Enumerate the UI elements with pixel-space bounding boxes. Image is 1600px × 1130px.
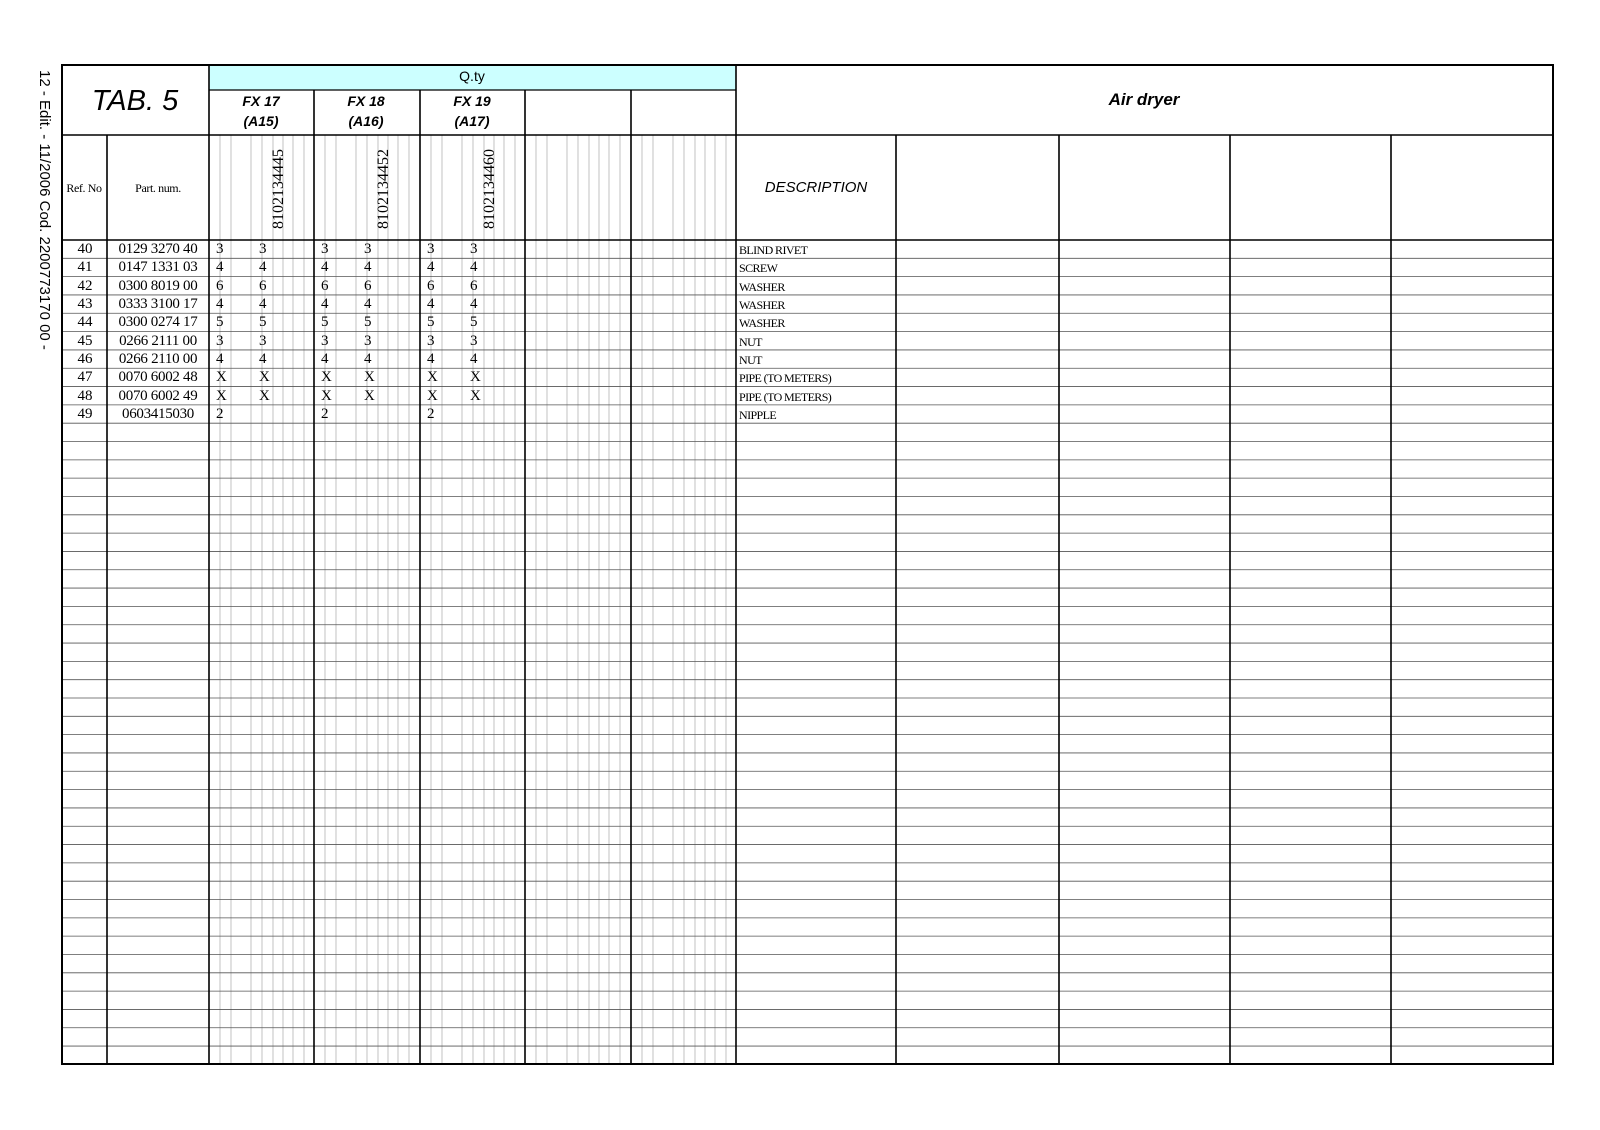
part-description: BLIND RIVET xyxy=(739,243,808,257)
part-number: 0300 8019 00 xyxy=(118,277,198,294)
part-description: WASHER xyxy=(739,316,785,331)
part-description: WASHER xyxy=(739,297,785,312)
quantity-value: 3 xyxy=(427,241,435,257)
quantity-value: 5 xyxy=(216,314,224,331)
quantity-value: 3 xyxy=(470,241,478,257)
quantity-value: 4 xyxy=(470,259,478,276)
quantity-value: 3 xyxy=(364,241,372,257)
quantity-value: X xyxy=(216,369,227,386)
quantity-value: 3 xyxy=(427,332,435,349)
model-serial-number: 8102134445 xyxy=(270,149,287,229)
quantity-value: 5 xyxy=(427,314,435,331)
quantity-value: 4 xyxy=(427,259,435,276)
part-description: NIPPLE xyxy=(739,407,777,422)
model-serial-number: 8102134452 xyxy=(375,149,392,229)
quantity-value: 5 xyxy=(321,314,329,331)
part-description: SCREW xyxy=(739,261,778,276)
quantity-value: 6 xyxy=(259,277,267,294)
part-description: WASHER xyxy=(739,279,785,294)
quantity-value: 4 xyxy=(364,350,372,367)
quantity-value: 6 xyxy=(216,277,224,294)
quantity-value: X xyxy=(364,369,375,386)
quantity-value: 3 xyxy=(470,332,478,349)
quantity-value: 4 xyxy=(364,295,372,312)
quantity-value: 3 xyxy=(259,241,267,257)
quantity-value: 5 xyxy=(259,314,267,331)
quantity-value: 6 xyxy=(470,277,478,294)
quantity-value: 4 xyxy=(427,295,435,312)
ref-number: 43 xyxy=(77,295,93,312)
ref-number: 48 xyxy=(77,387,93,404)
ref-number: 47 xyxy=(77,369,93,386)
quantity-value: 6 xyxy=(364,277,372,294)
ref-number: 40 xyxy=(77,241,93,257)
quantity-value: 4 xyxy=(427,350,435,367)
model-name: FX 18 xyxy=(347,93,385,109)
part-number: 0300 0274 17 xyxy=(118,314,198,331)
part-number: 0266 2111 00 xyxy=(119,332,197,349)
quantity-value: 3 xyxy=(364,332,372,349)
quantity-value: 6 xyxy=(321,277,329,294)
quantity-value: 3 xyxy=(321,332,329,349)
quantity-value: 2 xyxy=(321,405,329,422)
quantity-value: 4 xyxy=(321,259,329,276)
part-number: 0333 3100 17 xyxy=(118,295,198,312)
quantity-value: X xyxy=(259,387,270,404)
part-number: 0070 6002 49 xyxy=(118,387,198,404)
part-description: PIPE (TO METERS) xyxy=(739,371,832,386)
part-description: NUT xyxy=(739,352,762,367)
quantity-value: 4 xyxy=(321,350,329,367)
quantity-value: X xyxy=(216,387,227,404)
quantity-value: X xyxy=(321,387,332,404)
quantity-value: 3 xyxy=(321,241,329,257)
quantity-value: 6 xyxy=(427,277,435,294)
quantity-value: 4 xyxy=(321,295,329,312)
section-title: Air dryer xyxy=(1108,90,1180,109)
table-title: TAB. 5 xyxy=(91,85,179,117)
ref-no-header: Ref. No xyxy=(66,181,102,195)
model-serial-number: 8102134460 xyxy=(481,149,498,229)
part-description: PIPE (TO METERS) xyxy=(739,389,832,404)
ref-number: 41 xyxy=(77,259,93,276)
model-name: FX 19 xyxy=(453,93,491,109)
qty-header: Q.ty xyxy=(459,68,485,84)
quantity-value: 4 xyxy=(216,350,224,367)
quantity-value: 2 xyxy=(427,405,435,422)
description-header: DESCRIPTION xyxy=(764,179,868,196)
quantity-value: 3 xyxy=(259,332,267,349)
quantity-value: 2 xyxy=(216,405,224,422)
quantity-value: 4 xyxy=(470,350,478,367)
quantity-value: 4 xyxy=(216,259,224,276)
quantity-value: 5 xyxy=(364,314,372,331)
quantity-value: 4 xyxy=(216,295,224,312)
part-num-header: Part. num. xyxy=(135,181,181,195)
quantity-value: 4 xyxy=(259,350,267,367)
ref-number: 46 xyxy=(77,350,93,367)
quantity-value: 5 xyxy=(470,314,478,331)
quantity-value: 3 xyxy=(216,332,224,349)
part-number: 0266 2110 00 xyxy=(118,350,198,367)
model-code: (A17) xyxy=(454,113,490,129)
quantity-value: 4 xyxy=(259,259,267,276)
quantity-value: X xyxy=(321,369,332,386)
ref-number: 49 xyxy=(77,405,93,422)
quantity-value: 4 xyxy=(364,259,372,276)
quantity-value: X xyxy=(427,369,438,386)
quantity-value: 3 xyxy=(216,241,224,257)
part-description: NUT xyxy=(739,334,762,349)
edition-code-text: 12 - Edit. - 11/2006 Cod. 2200773170 00 - xyxy=(36,70,53,350)
model-code: (A16) xyxy=(348,113,384,129)
part-number: 0129 3270 40 xyxy=(118,241,198,257)
part-number: 0070 6002 48 xyxy=(118,369,198,386)
part-number: 0147 1331 03 xyxy=(118,259,198,276)
quantity-value: X xyxy=(259,369,270,386)
quantity-value: X xyxy=(470,387,481,404)
part-number: 0603415030 xyxy=(121,405,195,422)
model-code: (A15) xyxy=(243,113,279,129)
quantity-value: X xyxy=(364,387,375,404)
ref-number: 42 xyxy=(77,277,93,294)
quantity-value: 4 xyxy=(470,295,478,312)
ref-number: 44 xyxy=(77,314,93,331)
ref-number: 45 xyxy=(77,332,93,349)
quantity-value: X xyxy=(470,369,481,386)
quantity-value: 4 xyxy=(259,295,267,312)
quantity-value: X xyxy=(427,387,438,404)
model-name: FX 17 xyxy=(242,93,280,109)
